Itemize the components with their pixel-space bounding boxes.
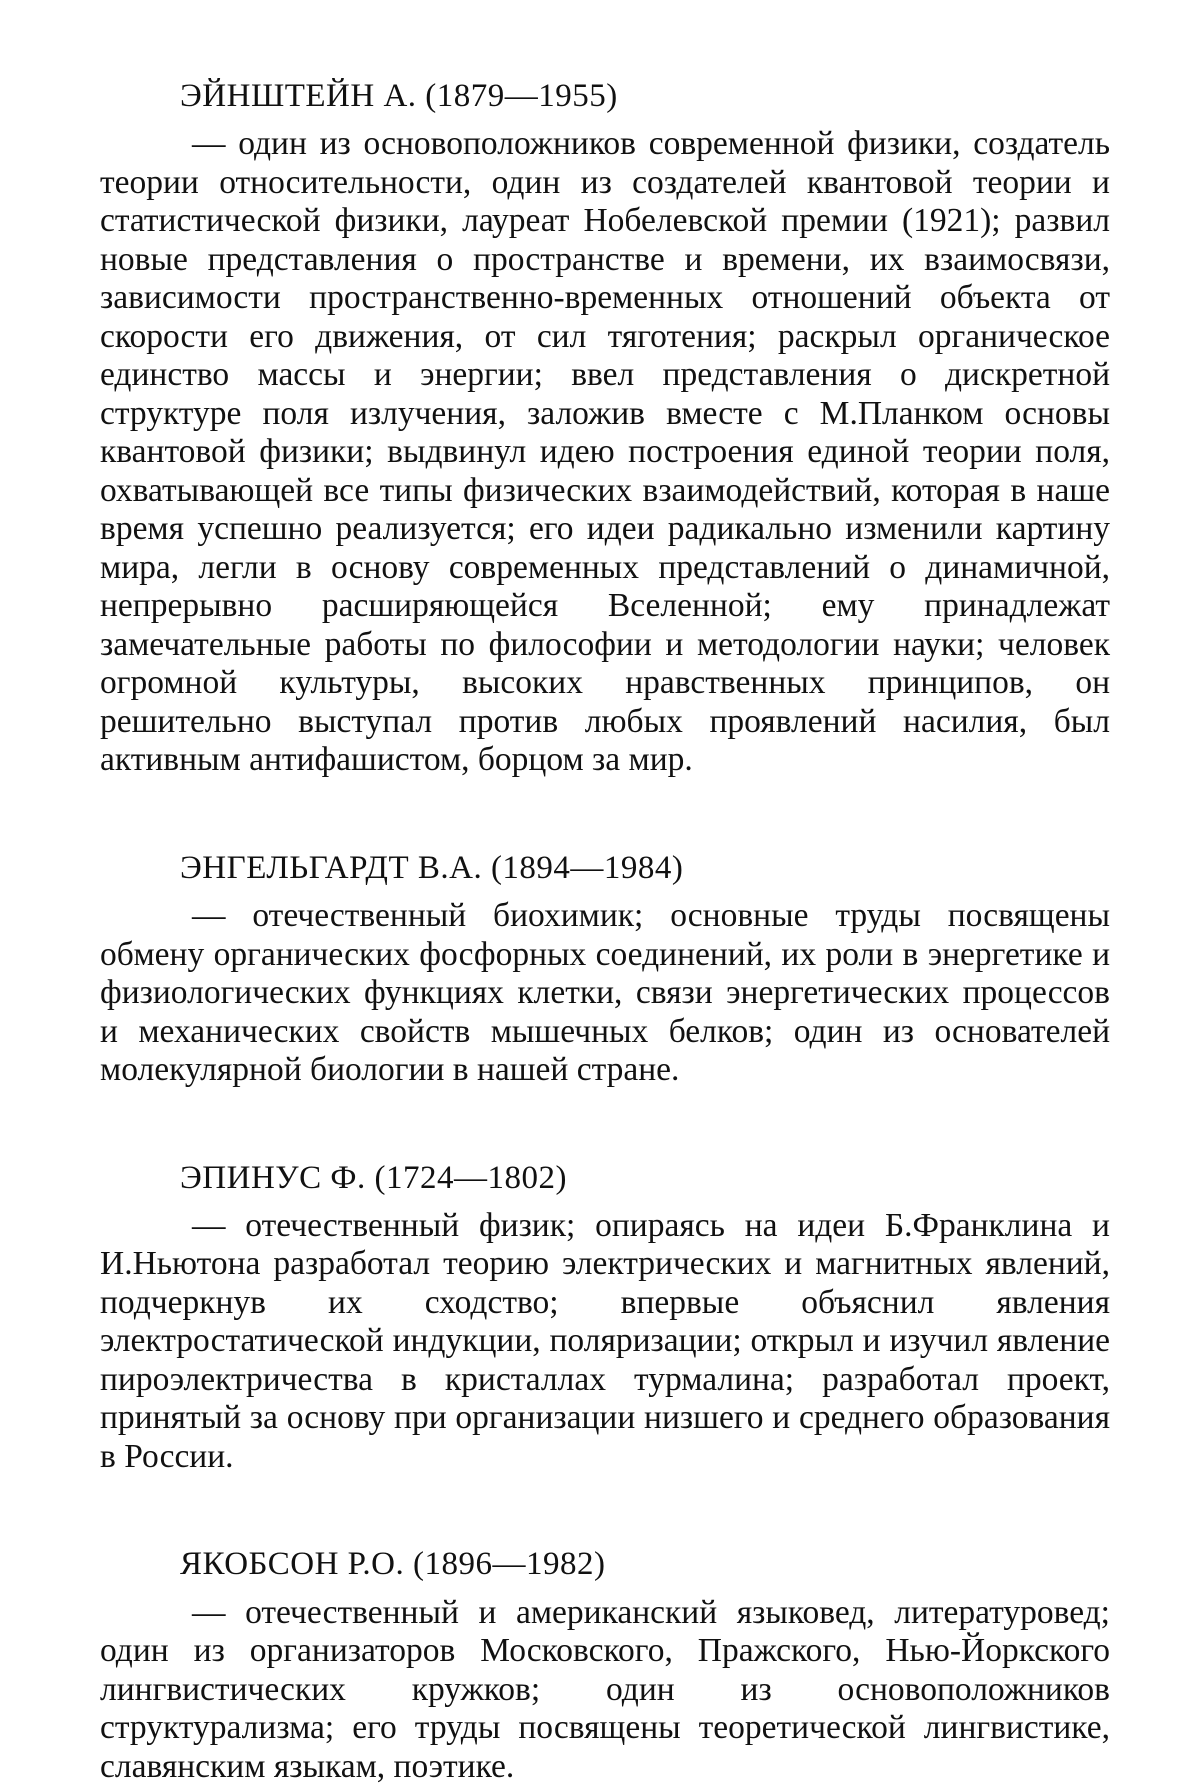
entry-aepinus [100,1158,1110,1477]
entry-jakobson [100,1544,1110,1786]
entry-text: — отечественный биохимик; основные труды посвящены обмену органических фосфорных соединений, их роли в энергетике и физиологических функциях клетки, связи энергетических процессов и механических свойств мышечных белков; один из основателей молекулярной биологии в нашей стране. [100,897,1110,1090]
entry-text: — один из основоположников современной физики, создатель теории относительности, один из создателей квантовой теории и статистической физики, лауреат Нобелевской премии (1921); развил новые представления о пространстве и времени, их взаимосвязи, зависимости пространственно-временных отношений объекта от скорости его движения, от сил тяготения; раскрыл органическое единство массы и энергии; ввел представления о дискретной структуре поля излучения, заложив вместе с М.Планком основы квантовой физики; выдвинул идею построения единой теории поля, охватывающей все типы физических взаимодействий, которая в наше время успешно реализуется; его идеи радикально изменили картину мира, легли в основу современных представлений о динамичной, непрерывно расширяющейся Вселенной; ему принадлежат замечательные работы по философии и методологии науки; человек огромной культуры, высоких нравственных принципов, он решительно выступал против любых проявлений насилия, был активным антифашистом, борцом за мир. [100,125,1110,780]
entry-text: — отечественный физик; опираясь на идеи Б.Франклина и И.Ньютона разработал теорию электрических и магнитных явлений, подчеркнув их сходство; впервые объяснил явления электростатической индукции, поляризации; открыл и изучил явление пироэлектричества в кристаллах турмалина; разработал проект, принятый за основу при организации низшего и среднего образования в России. [100,1207,1110,1477]
entry-heading: ЭНГЕЛЬГАРДТ В.А. (1894—1984) [100,848,1110,889]
entry-text: — отечественный и американский языковед, литературовед; один из организаторов Московского, Пражского, Нью-Йоркского лингвистических кружков; один из основоположников структурализма; его труды посвящены теоретической лингвистике, славянским языкам, поэтике. [100,1594,1110,1786]
entry-heading: ЭПИНУС Ф. (1724—1802) [100,1158,1110,1199]
entry-einstein [100,76,1110,780]
entry-heading: ЭЙНШТЕЙН А. (1879—1955) [100,76,1110,117]
entry-heading: ЯКОБСОН Р.О. (1896—1982) [100,1544,1110,1585]
entry-engelhardt [100,848,1110,1090]
